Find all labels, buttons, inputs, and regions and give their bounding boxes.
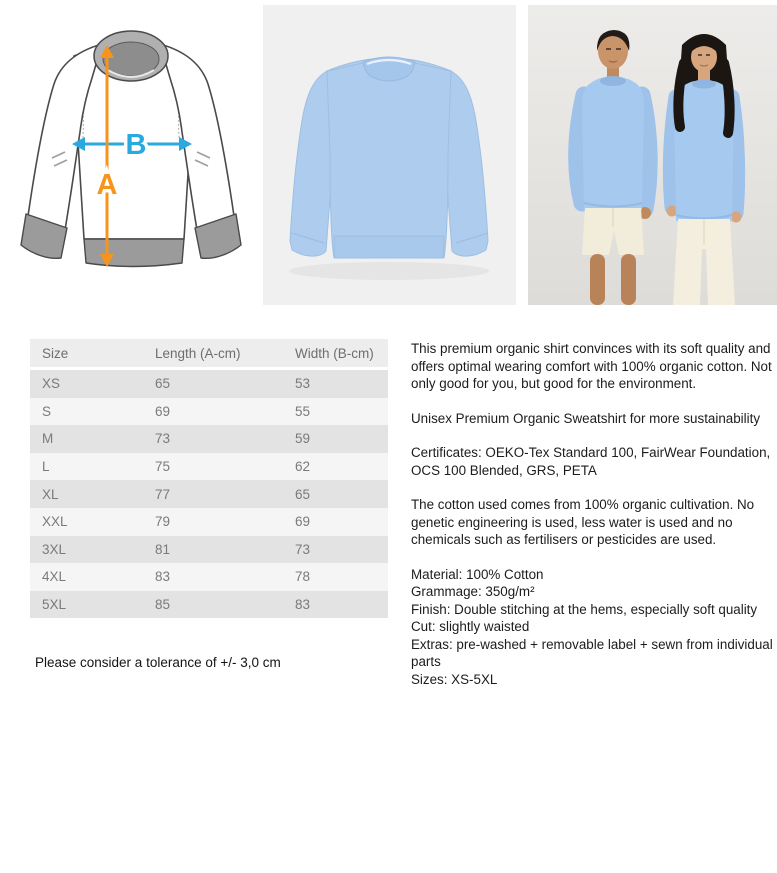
length-cell: 83 xyxy=(155,569,171,585)
width-cell: 65 xyxy=(295,486,311,502)
description-line: Sizes: XS-5XL xyxy=(411,671,498,687)
size-cell: 4XL xyxy=(42,569,67,585)
description-line: The cotton used comes from 100% organic cultivation. No genetic engineering is used, less water is used and no chemicals such as fertilisers or pesticides are used. xyxy=(411,497,755,547)
product-description xyxy=(411,340,774,705)
description-line: Material: 100% Cotton xyxy=(411,566,544,582)
width-cell: 69 xyxy=(295,514,311,530)
width-cell: 55 xyxy=(295,403,311,419)
table-row xyxy=(30,536,388,564)
size-cell: L xyxy=(42,459,50,475)
length-cell: 77 xyxy=(155,486,171,502)
description-line: This premium organic shirt convinces with its soft quality and offers optimal wearing comfort with 100% organic cotton. Not only good for you, but good for the environment. xyxy=(411,341,772,391)
table-row xyxy=(30,563,388,591)
size-cell: XXL xyxy=(42,514,68,530)
length-cell: 73 xyxy=(155,431,171,447)
size-cell: XS xyxy=(42,376,61,392)
product-photo xyxy=(263,5,516,305)
size-table xyxy=(30,339,388,618)
description-line: Certificates: OEKO-Tex Standard 100, FairWear Foundation, OCS 100 Blended, GRS, PETA xyxy=(411,445,771,478)
header-cell-0: Size xyxy=(42,345,69,361)
table-row xyxy=(30,370,388,398)
description-line: Extras: pre-washed + removable label + sewn from individual parts xyxy=(411,636,773,669)
table-row xyxy=(30,508,388,536)
length-cell: 65 xyxy=(155,376,171,392)
width-cell: 62 xyxy=(295,459,311,475)
description-paragraph xyxy=(411,410,774,428)
header-cell-2: Width (B-cm) xyxy=(295,345,374,361)
length-cell: 79 xyxy=(155,514,171,530)
description-paragraph xyxy=(411,444,774,479)
description-line: Finish: Double stitching at the hems, especially soft quality xyxy=(411,601,758,617)
size-table-body xyxy=(30,370,388,618)
length-cell: 75 xyxy=(155,459,171,475)
width-cell: 78 xyxy=(295,569,311,585)
length-label-a: A xyxy=(96,169,118,201)
width-cell: 73 xyxy=(295,541,311,557)
table-row xyxy=(30,398,388,426)
length-cell: 69 xyxy=(155,403,171,419)
sweatshirt-sketch-icon xyxy=(12,8,252,308)
models-illustration-icon xyxy=(528,5,777,305)
width-cell: 59 xyxy=(295,431,311,447)
description-paragraph xyxy=(411,496,774,549)
tolerance-note: Please consider a tolerance of +/- 3,0 cm xyxy=(35,655,281,670)
size-cell: S xyxy=(42,403,52,419)
width-cell: 83 xyxy=(295,597,311,613)
size-cell: 5XL xyxy=(42,597,67,613)
table-row xyxy=(30,453,388,481)
models-photo xyxy=(528,5,777,305)
length-cell: 81 xyxy=(155,541,171,557)
description-line: Grammage: 350g/m² xyxy=(411,584,535,599)
description-line: Cut: slightly waisted xyxy=(411,619,530,634)
table-row xyxy=(30,425,388,453)
size-cell: XL xyxy=(42,486,59,502)
length-cell: 85 xyxy=(155,597,171,613)
description-paragraph xyxy=(411,566,774,689)
size-diagram-image xyxy=(12,8,252,308)
size-cell: M xyxy=(42,431,54,447)
flat-sweatshirt-icon xyxy=(263,5,516,305)
width-label-b: B xyxy=(125,129,147,161)
size-table-header-row xyxy=(30,339,388,367)
header-cell-1: Length (A-cm) xyxy=(155,345,241,361)
description-paragraph xyxy=(411,340,774,393)
table-row xyxy=(30,591,388,619)
size-cell: 3XL xyxy=(42,541,67,557)
description-line: Unisex Premium Organic Sweatshirt for more sustainability xyxy=(411,410,761,426)
table-row xyxy=(30,480,388,508)
width-cell: 53 xyxy=(295,376,311,392)
